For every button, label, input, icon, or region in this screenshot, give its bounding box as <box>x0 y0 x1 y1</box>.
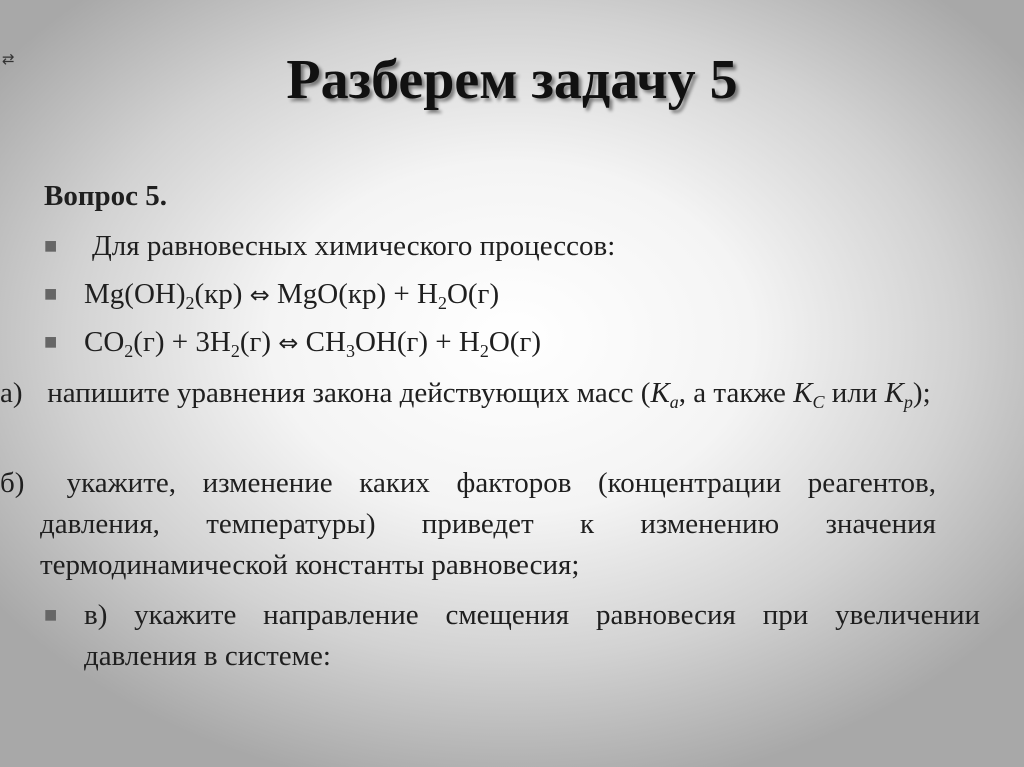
task-a: а) напишите уравнения закона действующих масс ($K_a$, а также $K_C$ или $K_p$); <box>0 377 931 412</box>
equilibrium-arrow-icon: ⇔ <box>278 329 299 357</box>
intro-text: Для равновесных химического процессов: <box>92 230 616 262</box>
task-c-bullet-item <box>44 595 980 677</box>
slide-title: Разберем задачу 5 <box>286 49 738 111</box>
question-label: Вопрос 5. <box>44 180 168 212</box>
bullet-icon: ■ <box>44 329 58 354</box>
bullet-icon: ■ <box>44 602 58 627</box>
equilibrium-arrow-icon: ⇔ <box>249 281 270 309</box>
bullet-icon: ■ <box>44 281 58 306</box>
task-b: б) укажите, изменение каких факторов (концентрации реагентов, давления, температуры) приведет к изменению значения термодинамической константы равновесия; <box>0 467 936 581</box>
swap-arrows-icon: ⇄ <box>2 50 15 68</box>
bullet-icon: ■ <box>44 233 58 258</box>
reaction-1: $Mg(OH)_2(кр)$ ⇔ $MgO(кр) + H_2O(г)$ <box>84 278 500 313</box>
task-c: в) укажите направление смещения равновесия при увеличении давления в системе: <box>84 599 980 672</box>
reaction-2: $CO_2(г) + 3H_2(г)$ ⇔ $CH_3OH(г) + H_2O(г)$ <box>84 326 541 361</box>
